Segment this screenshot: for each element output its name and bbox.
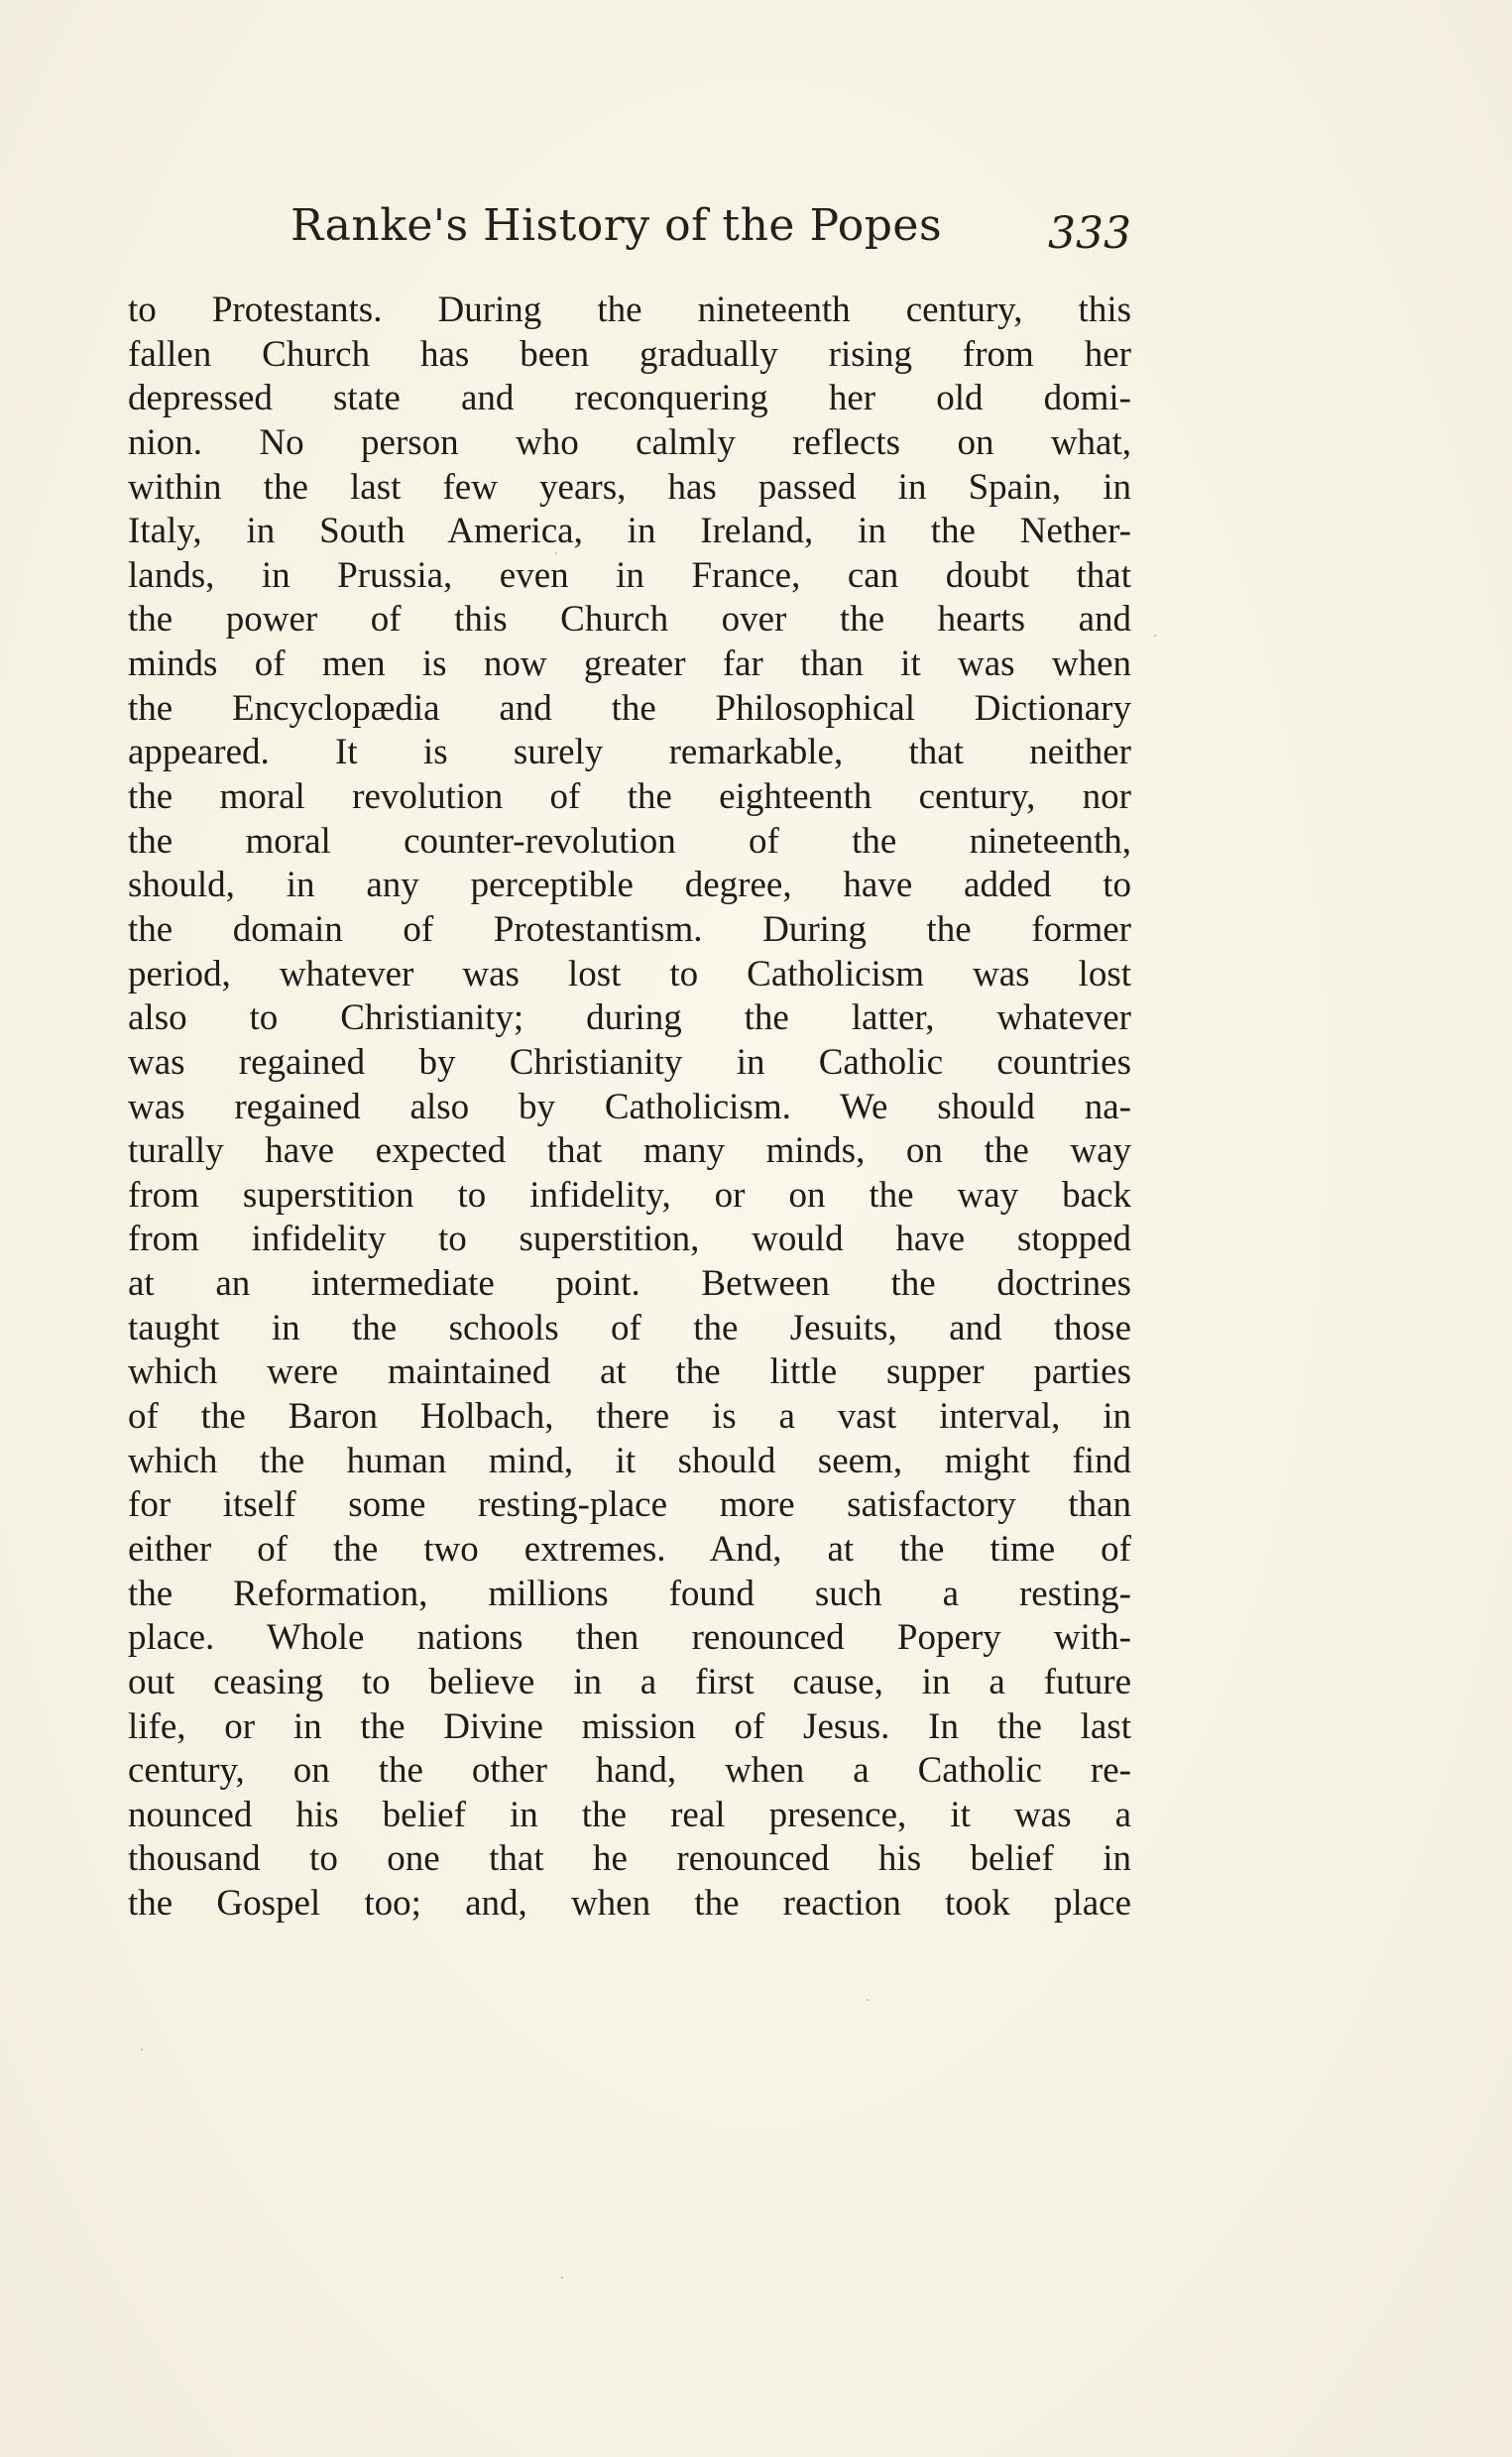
text-line: period, whatever was lost to Catholicism was lost — [128, 953, 1131, 994]
text-line: fallen Church has been gradually rising from her — [128, 333, 1131, 375]
text-line: Italy, in South America, in Ireland, in the Nether- — [128, 511, 1131, 552]
paper-speck — [1154, 635, 1156, 637]
text-line: from infidelity to superstition, would have stopped — [128, 1219, 1131, 1260]
running-title: Ranke's History of the Popes — [291, 200, 943, 251]
text-line: was regained by Christianity in Catholic countries — [128, 1041, 1131, 1083]
text-line: at an intermediate point. Between the doctrines — [128, 1263, 1131, 1305]
text-line: from superstition to infidelity, or on the way back — [128, 1174, 1131, 1216]
text-line: the Gospel too; and, when the reaction took place — [128, 1883, 1131, 1925]
running-head — [291, 200, 1131, 270]
text-line: depressed state and reconquering her old domi- — [128, 378, 1131, 419]
text-line: either of the two extremes. And, at the time of — [128, 1528, 1131, 1570]
text-line: to Protestants. During the nineteenth century, this — [128, 290, 1131, 330]
paper-speck — [561, 2277, 563, 2279]
text-line: appeared. It is surely remarkable, that neither — [128, 732, 1131, 773]
text-line: taught in the schools of the Jesuits, and those — [128, 1307, 1131, 1348]
text-line: the Encyclopædia and the Philosophical Dictionary — [128, 687, 1131, 729]
text-line: the moral counter-revolution of the nineteenth, — [128, 820, 1131, 862]
text-line: life, or in the Divine mission of Jesus. In the last — [128, 1705, 1131, 1747]
text-line: within the last few years, has passed in Spain, in — [128, 466, 1131, 508]
body-text — [128, 289, 1131, 1927]
paper-speck — [141, 2048, 143, 2050]
text-line: place. Whole nations then renounced Popery with- — [128, 1617, 1131, 1659]
paper-speck — [867, 1999, 869, 2001]
text-line: century, on the other hand, when a Catholic re- — [128, 1750, 1131, 1792]
text-line: nounced his belief in the real presence, it was a — [128, 1794, 1131, 1835]
text-line: the domain of Protestantism. During the former — [128, 908, 1131, 950]
text-line: which the human mind, it should seem, might find — [128, 1440, 1131, 1481]
text-line: also to Christianity; during the latter, whatever — [128, 997, 1131, 1039]
text-line: nion. No person who calmly reflects on what, — [128, 421, 1131, 463]
text-line: the power of this Church over the hearts and — [128, 599, 1131, 641]
paper-speck — [555, 552, 557, 554]
text-line: was regained also by Catholicism. We should na- — [128, 1086, 1131, 1127]
text-line: minds of men is now greater far than it was when — [128, 644, 1131, 685]
text-line: for itself some resting-place more satisfactory than — [128, 1484, 1131, 1526]
text-line: turally have expected that many minds, on the way — [128, 1130, 1131, 1172]
text-line: out ceasing to believe in a first cause, in a future — [128, 1661, 1131, 1702]
text-line: should, in any perceptible degree, have added to — [128, 865, 1131, 906]
text-line: the moral revolution of the eighteenth century, nor — [128, 776, 1131, 818]
page-number: 333 — [1048, 208, 1131, 259]
text-line: which were maintained at the little supper parties — [128, 1351, 1131, 1393]
text-line: the Reformation, millions found such a resting- — [128, 1573, 1131, 1614]
text-line: lands, in Prussia, even in France, can doubt that — [128, 554, 1131, 596]
text-line: thousand to one that he renounced his belief in — [128, 1838, 1131, 1880]
text-line: of the Baron Holbach, there is a vast interval, in — [128, 1396, 1131, 1438]
